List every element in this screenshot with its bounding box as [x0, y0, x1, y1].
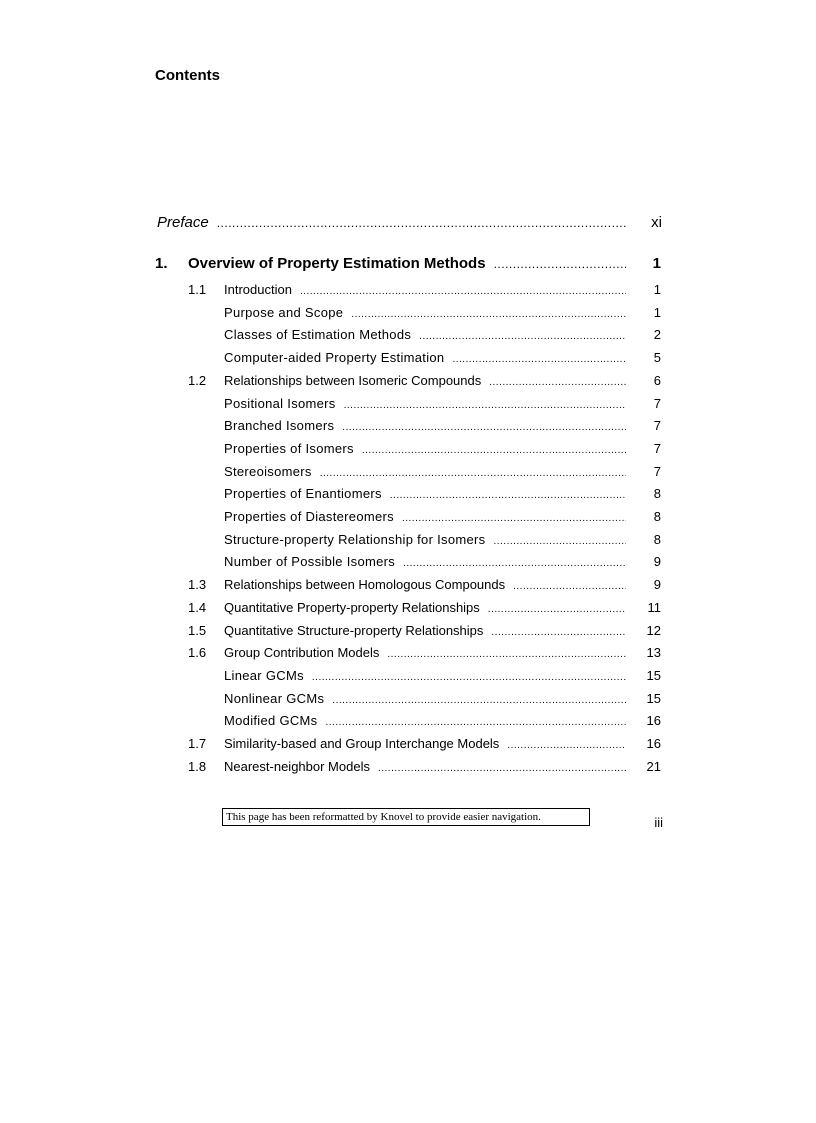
- toc-entry[interactable]: [224, 759, 626, 774]
- dot-leader: [452, 354, 626, 365]
- folio-page-number: iii: [654, 815, 663, 830]
- dot-leader: [493, 536, 626, 547]
- toc-page-number: 7: [653, 441, 661, 456]
- toc-entry[interactable]: [224, 736, 626, 751]
- toc-entry-number: 1.6: [188, 645, 207, 660]
- toc-entry[interactable]: [224, 577, 626, 592]
- toc-page-number: 7: [653, 396, 661, 411]
- dot-leader: [403, 558, 626, 569]
- dot-leader: [402, 513, 626, 524]
- toc-entry[interactable]: [224, 373, 626, 388]
- toc-entry-title: Group Contribution Models: [224, 645, 380, 660]
- dot-leader: [362, 445, 626, 456]
- toc-page-number: 16: [646, 736, 661, 751]
- toc-page-number: 9: [653, 577, 661, 592]
- toc-entry-title: Branched Isomers: [224, 418, 335, 433]
- dot-leader: [325, 717, 626, 728]
- toc-page-number: 1: [652, 255, 661, 272]
- dot-leader: [300, 286, 626, 297]
- toc-entry[interactable]: [224, 464, 626, 479]
- toc-entry[interactable]: [224, 327, 626, 342]
- toc-entry-title: Structure-property Relationship for Isomers: [224, 532, 486, 547]
- dot-leader: [342, 422, 626, 433]
- toc-entry-title: Modified GCMs: [224, 713, 318, 728]
- toc-entry-number: 1.8: [188, 759, 207, 774]
- chapter-number: 1.: [155, 255, 168, 272]
- toc-entry-chapter[interactable]: [188, 255, 626, 272]
- toc-entry-title: Quantitative Structure-property Relationships: [224, 623, 484, 638]
- toc-page-number: 2: [653, 327, 661, 342]
- toc-entry[interactable]: [224, 396, 626, 411]
- dot-leader: [312, 672, 626, 683]
- toc-entry-title: Number of Possible Isomers: [224, 554, 396, 569]
- toc-page-number: 6: [653, 373, 661, 388]
- toc-page-number: 15: [646, 691, 661, 706]
- toc-page-number: 8: [653, 509, 661, 524]
- dot-leader: [513, 581, 626, 592]
- dot-leader: [494, 257, 626, 271]
- toc-entry[interactable]: [224, 486, 626, 501]
- toc-entry-number: 1.2: [188, 373, 207, 388]
- toc-entry[interactable]: [224, 623, 626, 638]
- dot-leader: [491, 627, 626, 638]
- toc-page-number: 9: [653, 554, 661, 569]
- dot-leader: [378, 763, 626, 774]
- toc-page-number: 7: [653, 418, 661, 433]
- toc-entry[interactable]: [224, 713, 626, 728]
- dot-leader: [390, 490, 626, 501]
- dot-leader: [332, 695, 626, 706]
- toc-entry-title: Relationships between Isomeric Compounds: [224, 373, 482, 388]
- toc-entry[interactable]: [224, 509, 626, 524]
- dot-leader: [489, 377, 626, 388]
- dot-leader: [351, 309, 626, 320]
- toc-entry[interactable]: [224, 350, 626, 365]
- toc-entry-number: 1.5: [188, 623, 207, 638]
- dot-leader: [344, 400, 626, 411]
- toc-entry-title: Quantitative Property-property Relationships: [224, 600, 480, 615]
- toc-entry-title: Properties of Enantiomers: [224, 486, 382, 501]
- toc-entry[interactable]: [224, 441, 626, 456]
- toc-page-number: 1: [653, 282, 661, 297]
- dot-leader: [488, 604, 626, 615]
- toc-entry-preface[interactable]: [157, 214, 626, 231]
- dot-leader: [507, 740, 626, 751]
- toc-page-number: 16: [646, 713, 661, 728]
- toc-entry[interactable]: [224, 691, 626, 706]
- toc-page-number: 21: [646, 759, 661, 774]
- toc-entry-number: 1.4: [188, 600, 207, 615]
- dot-leader: [217, 216, 626, 230]
- dot-leader: [387, 649, 626, 660]
- dot-leader: [419, 331, 626, 342]
- toc-page-number: 1: [653, 305, 661, 320]
- toc-entry-title: Similarity-based and Group Interchange Models: [224, 736, 500, 751]
- toc-entry-title: Linear GCMs: [224, 668, 304, 683]
- dot-leader: [320, 468, 626, 479]
- reformat-notice: This page has been reformatted by Knovel to provide easier navigation.: [222, 808, 590, 826]
- toc-entry-title: Introduction: [224, 282, 292, 297]
- toc-entry[interactable]: [224, 554, 626, 569]
- toc-page-number: 8: [653, 532, 661, 547]
- toc-page-number: 13: [646, 645, 661, 660]
- toc-entry-title: Nearest-neighbor Models: [224, 759, 370, 774]
- toc-page-number: 5: [653, 350, 661, 365]
- toc-entry-title: Classes of Estimation Methods: [224, 327, 412, 342]
- toc-entry-title: Stereoisomers: [224, 464, 312, 479]
- toc-page-number: 12: [646, 623, 661, 638]
- toc-entry-title: Relationships between Homologous Compounds: [224, 577, 506, 592]
- toc-entry-title: Properties of Isomers: [224, 441, 354, 456]
- toc-entry-title: Computer-aided Property Estimation: [224, 350, 445, 365]
- toc-page-number: 8: [653, 486, 661, 501]
- toc-page-number: 15: [646, 668, 661, 683]
- toc-entry[interactable]: [224, 418, 626, 433]
- chapter-title: Overview of Property Estimation Methods: [188, 255, 486, 272]
- toc-entry-title: Preface: [157, 214, 209, 231]
- toc-page-number: 11: [647, 600, 661, 615]
- toc-entry[interactable]: [224, 645, 626, 660]
- toc-entry-title: Positional Isomers: [224, 396, 336, 411]
- toc-entry[interactable]: [224, 532, 626, 547]
- toc-entry-title: Properties of Diastereomers: [224, 509, 394, 524]
- toc-entry[interactable]: [224, 668, 626, 683]
- toc-entry-title: Nonlinear GCMs: [224, 691, 325, 706]
- toc-entry-number: 1.1: [188, 282, 207, 297]
- page-title: Contents: [155, 67, 220, 84]
- toc-page-number: 7: [653, 464, 661, 479]
- toc-page-number: xi: [651, 214, 662, 231]
- toc-entry-number: 1.7: [188, 736, 207, 751]
- toc-entry[interactable]: [224, 282, 626, 297]
- toc-entry-title: Purpose and Scope: [224, 305, 344, 320]
- toc-entry[interactable]: [224, 305, 626, 320]
- toc-entry[interactable]: [224, 600, 626, 615]
- toc-entry-number: 1.3: [188, 577, 207, 592]
